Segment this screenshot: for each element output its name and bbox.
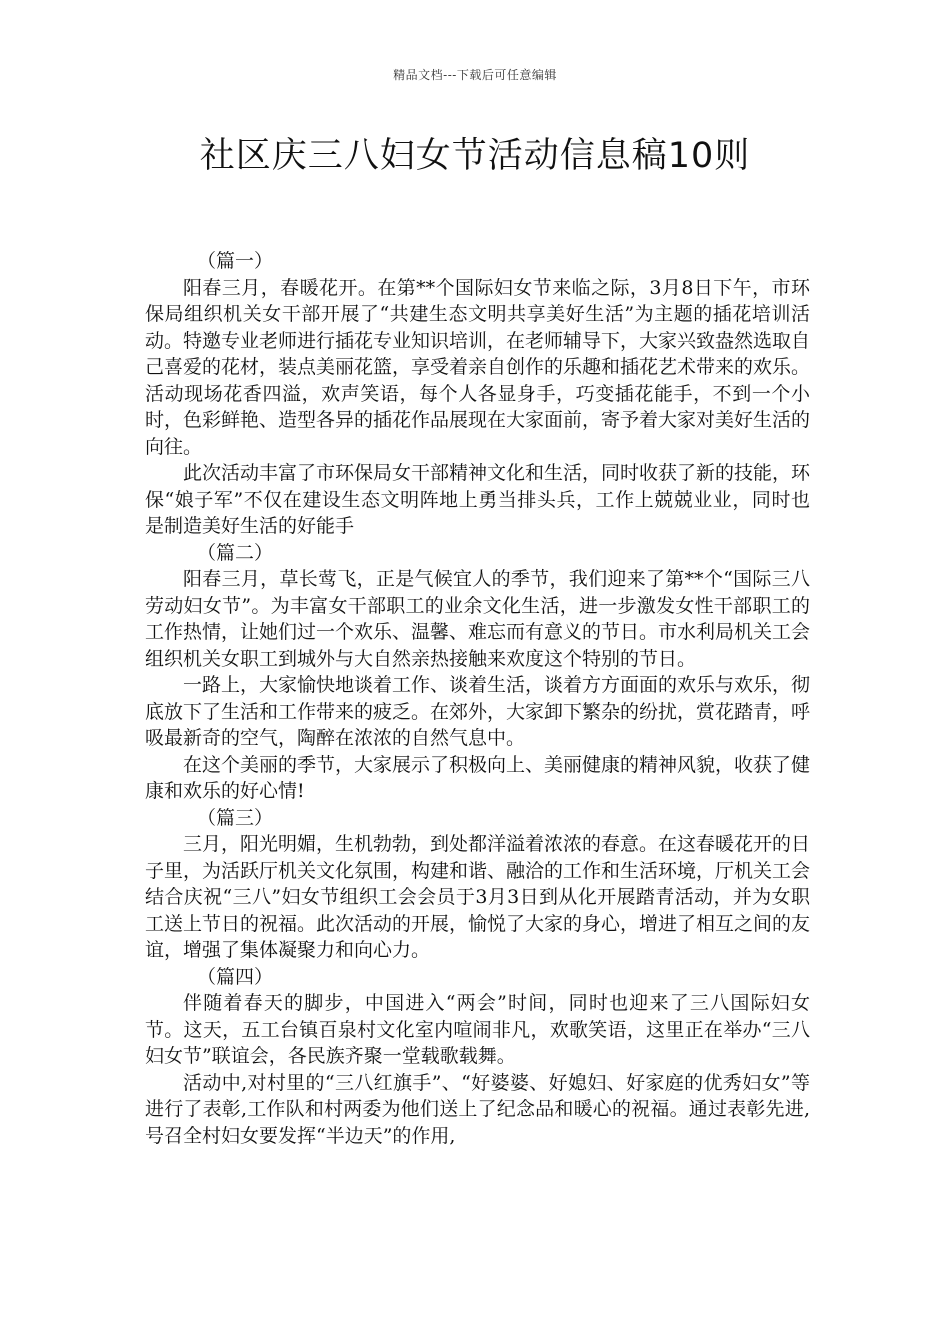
section-heading: （篇二） [197,541,274,564]
body-paragraph: 伴随着春天的脚步，中国进入“两会”时间，同时也迎来了三八国际妇女节。这天，五工台镇百泉村文化室内喧闹非凡，欢歌笑语，这里正在举办“三八妇女节”联谊会，各民族齐聚一堂载歌载舞。 [145,992,810,1067]
body-paragraph: 在这个美丽的季节，大家展示了积极向上、美丽健康的精神风貌，收获了健康和欢乐的好心情! [145,753,811,802]
body-paragraph: 一路上，大家愉快地谈着工作、谈着生活，谈着方方面面的欢乐与欢乐，彻底放下了生活和工作带来的疲乏。在郊外，大家卸下繁杂的纷扰，赏花踏青，呼吸最新奇的空气，陶醉在浓浓的自然气息中。 [145,674,811,749]
section-heading: （篇一） [197,250,274,272]
body-paragraph: 阳春三月，草长莺飞，正是气候宜人的季节，我们迎来了第**个“国际三八劳动妇女节”。为丰富女干部职工的业余文化生活，进一步激发女性干部职工的工作热情，让她们过一个欢乐、温馨、难忘而有意义的节日。市水利局机关工会组织机关女职工到城外与大自然亲热接触来欢度这个特别的节日。 [145,568,811,670]
header-note: 精品文档---下载后可任意编辑 [393,68,557,82]
body-paragraph: 此次活动丰富了市环保局女干部精神文化和生活，同时收获了新的技能，环保“娘子军”不仅在建设生态文明阵地上勇当排头兵，工作上兢兢业业，同时也是制造美好生活的好能手 [145,462,811,537]
section-heading: （篇三） [197,806,274,829]
body-paragraph: 活动中,对村里的“三八红旗手”、“好婆婆、好媳妇、好家庭的优秀妇女”等进行了表彰,工作队和村两委为他们送上了纪念品和暖心的祝福。通过表彰先进,号召全村妇女要发挥“半边天”的作用, [145,1071,810,1147]
body-paragraph: 阳春三月，春暖花开。在第**个国际妇女节来临之际，3月8日下午，市环保局组织机关女干部开展了“共建生态文明共享美好生活”为主题的插花培训活动。特邀专业老师进行插花专业知识培训，在老师辅导下，大家兴致盎然选取自己喜爱的花材，装点美丽花篮，享受着亲自创作的乐趣和插花艺术带来的欢乐。活动现场花香四溢，欢声笑语，每个人各显身手，巧变插花能手，不到一个小时，色彩鲜艳、造型各异的插花作品展现在大家面前，寄予着大家对美好生活的向往。 [145,276,811,458]
document-body [145,248,810,1149]
document-title: 社区庆三八妇女节活动信息稿10则 [199,136,751,176]
body-paragraph: 三月，阳光明媚，生机勃勃，到处都洋溢着浓浓的春意。在这春暖花开的日子里，为活跃厅机关文化氛围，构建和谐、融洽的工作和生活环境，厅机关工会结合庆祝“三八”妇女节组织工会会员于3月3日到从化开展踏青活动，并为女职工送上节日的祝福。此次活动的开展，愉悦了大家的身心，增进了相互之间的友谊，增强了集体凝聚力和向心力。 [145,833,811,961]
section-heading: （篇四） [197,965,274,988]
